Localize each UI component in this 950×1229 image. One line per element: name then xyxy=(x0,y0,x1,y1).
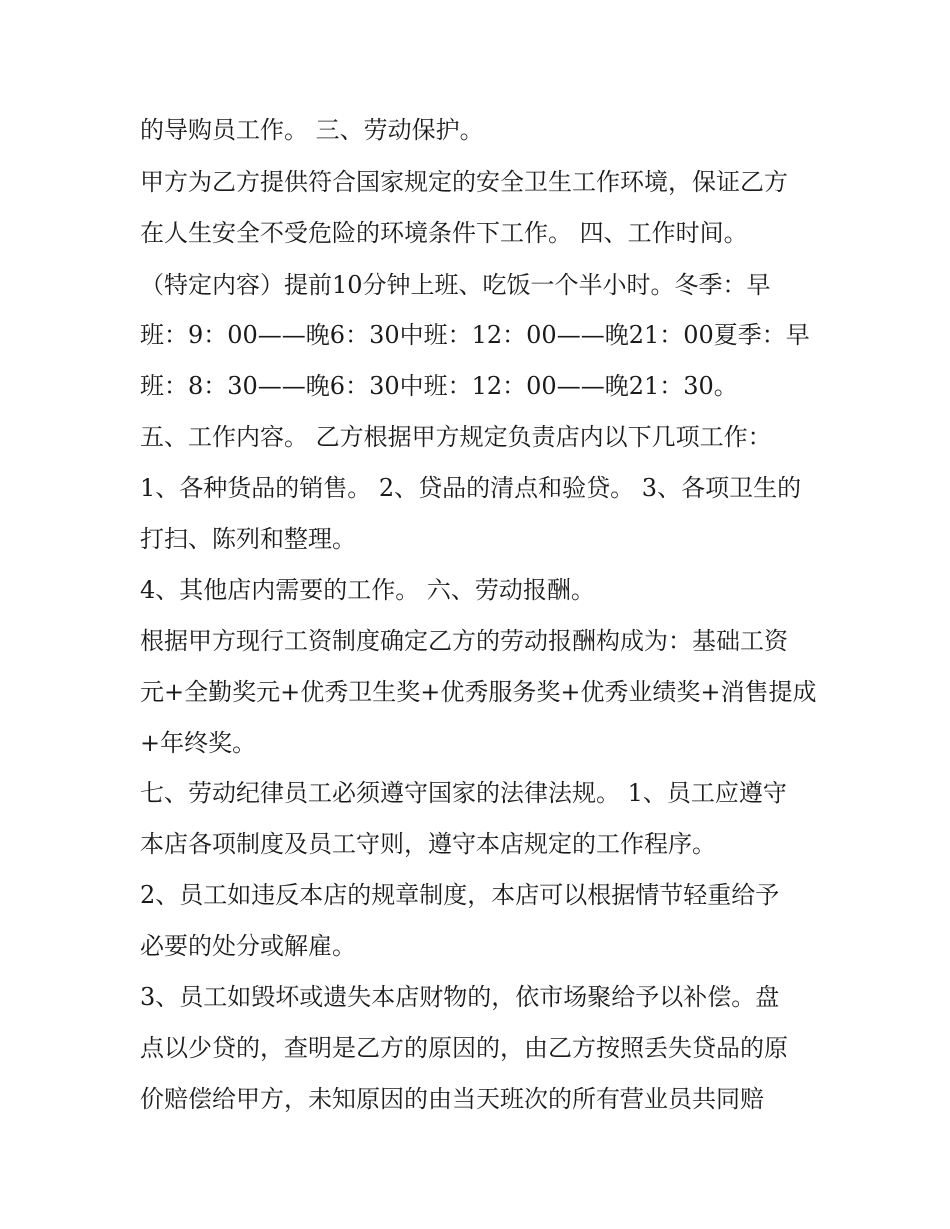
text-line: 七、劳动纪律员工必须遵守国家的法律法规。 1、员工应遵守 xyxy=(140,779,787,807)
text-line: 点以少贷的，查明是乙方的原因的，由乙方按照丢失贷品的原 xyxy=(140,1034,788,1062)
text-line: 1、各种货品的销售。 2、贷品的清点和验贷。 3、各项卫生的 xyxy=(140,474,802,502)
text-line: 3、员工如毁坏或遗失本店财物的，依市场聚给予以补偿。盘 xyxy=(140,983,780,1011)
text-line: 班：9：00——晚6：30中班：12：00——晚21：00夏季：早 xyxy=(140,321,810,349)
text-line: 价赔偿给甲方，未知原因的由当天班次的所有营业员共同赔 xyxy=(140,1085,764,1113)
text-line: 班：8：30——晚6：30中班：12：00——晚21：30。 xyxy=(140,372,738,400)
text-line: 本店各项制度及员工守则，遵守本店规定的工作程序。 xyxy=(140,830,716,858)
text-line: +年终奖。 xyxy=(140,729,257,757)
text-line: 打扫、陈列和整理。 xyxy=(140,525,356,553)
text-line: 在人生安全不受危险的环境条件下工作。 四、工作时间。 xyxy=(140,219,748,247)
text-line: 4、其他店内需要的工作。 六、劳动报酬。 xyxy=(140,576,595,604)
text-line: （特定内容）提前10分钟上班、吃饭一个半小时。冬季：早 xyxy=(140,271,771,299)
text-line: 元+全勤奖元+优秀卫生奖+优秀服务奖+优秀业绩奖+消售提成 xyxy=(140,678,817,706)
text-line: 的导购员工作。 三、劳动保护。 xyxy=(140,116,484,144)
text-line: 甲方为乙方提供符合国家规定的安全卫生工作环境，保证乙方 xyxy=(140,168,788,196)
text-line: 2、员工如违反本店的规章制度，本店可以根据情节轻重给予 xyxy=(140,881,780,909)
text-line: 根据甲方现行工资制度确定乙方的劳动报酬构成为：基础工资 xyxy=(140,627,788,655)
text-line: 必要的处分或解雇。 xyxy=(140,932,356,960)
text-line: 五、工作内容。 乙方根据甲方规定负责店内以下几项工作： xyxy=(140,423,772,451)
